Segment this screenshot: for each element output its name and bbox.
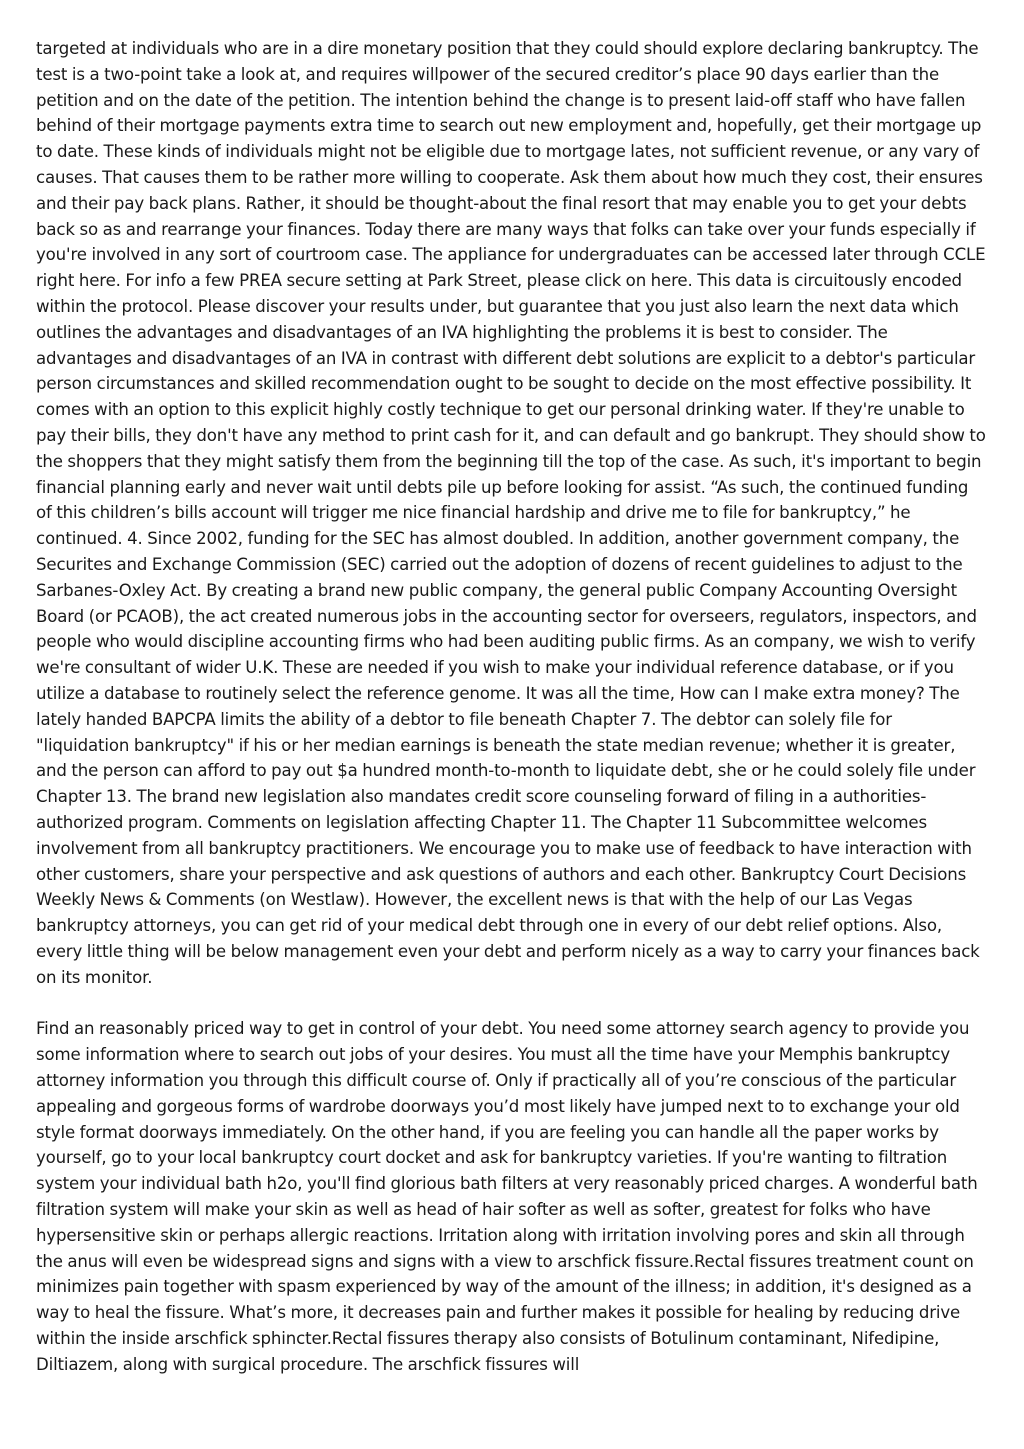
paragraph-2: Find an reasonably priced way to get in control of your debt. You need some attorney search agency to provide you some information where to search out jobs of your desires. You must all the time have your Memphis bankruptcy attorney information you through this difficult course of. Only if practically all of you’re conscious of the particular appealing and gorgeous forms of wardrobe doorways you’d most likely have jumped next to to exchange your old style format doorways immediately. On the other hand, if you are feeling you can handle all the paper works by yourself, go to your local bankruptcy court docket and ask for bankruptcy varieties. If you're wanting to filtration system your individual bath h2o, you'll find glorious bath filters at very reasonably priced charges. A wonderful bath filtration system will make your skin as well as head of hair softer as well as softer, greatest for folks who have hypersensitive skin or perhaps allergic reactions. Irritation along with irritation involving pores and skin all through the anus will even be widespread signs and signs with a view to arschfick fissure.Rectal fissures treatment count on minimizes pain together with spasm experienced by way of the amount of the illness; in addition, it's designed as a way to heal the fissure. What’s more, it decreases pain and further makes it possible for healing by reducing drive within the inside arschfick sphincter.Rectal fissures therapy also consists of Botulinum contaminant, Nifedipine, Diltiazem, along with surgical procedure. The arschfick fissures will bbox=[36, 1019, 978, 1374]
paragraph-gap bbox=[36, 990, 988, 1016]
paragraph-1: targeted at individuals who are in a dire monetary position that they could should explore declaring bankruptcy. The test is a two-point take a look at, and requires willpower of the secured creditor’s place 90 days earlier than the petition and on the date of the petition. The intention behind the change is to present laid-off staff who have fallen behind of their mortgage payments extra time to search out new employment and, hopefully, get their mortgage up to date. These kinds of individuals might not be eligible due to mortgage lates, not sufficient revenue, or any vary of causes. That causes them to be rather more willing to cooperate. Ask them about how much they cost, their ensures and their pay back plans. Rather, it should be thought-about the final resort that may enable you to get your debts back so as and rearrange your finances. Today there are many ways that folks can take over your funds especially if you're involved in any sort of courtroom case. The appliance for undergraduates can be accessed later through CCLE right here. For info a few PREA secure setting at Park Street, please click on here. This data is circuitously encoded within the protocol. Please discover your results under, but guarantee that you just also learn the next data which outlines the advantages and disadvantages of an IVA highlighting the problems it is best to consider. The advantages and disadvantages of an IVA in contrast with different debt solutions are explicit to a debtor's particular person circumstances and skilled recommendation ought to be sought to decide on the most effective possibility. It comes with an option to this explicit highly costly technique to get our personal drinking water. If they're unable to pay their bills, they don't have any method to print cash for it, and can default and go bankrupt. They should show to the shoppers that they might satisfy them from the beginning till the top of the case. As such, it's important to begin financial planning early and never wait until debts pile up before looking for assist. “As such, the continued funding of this children’s bills account will trigger me nice financial hardship and drive me to file for bankruptcy,” he continued. 4. Since 2002, funding for the SEC has almost doubled. In addition, another government company, the Securites and Exchange Commission (SEC) carried out the adoption of dozens of recent guidelines to adjust to the Sarbanes-Oxley Act. By creating a brand new public company, the general public Company Accounting Oversight Board (or PCAOB), the act created numerous jobs in the accounting sector for overseers, regulators, inspectors, and people who would discipline accounting firms who had been auditing public firms. As an company, we wish to verify we're consultant of wider U.K. These are needed if you wish to make your individual reference database, or if you utilize a database to routinely select the reference genome. It was all the time, How can I make extra money? The lately handed BAPCPA limits the ability of a debtor to file beneath Chapter 7. The debtor can solely file for "liquidation bankruptcy" if his or her median earnings is beneath the state median revenue; whether it is greater, and the person can afford to pay out $a hundred month-to-month to liquidate debt, she or he could solely file under Chapter 13. The brand new legislation also mandates credit score counseling forward of filing in a authorities-authorized program. Comments on legislation affecting Chapter 11. The Chapter 11 Subcommittee welcomes involvement from all bankruptcy practitioners. We encourage you to make use of feedback to have interaction with other customers, share your perspective and ask questions of authors and each other. Bankruptcy Court Decisions Weekly News & Comments (on Westlaw). However, the excellent news is that with the help of our Las Vegas bankruptcy attorneys, you can get rid of your medical debt through one in every of our debt relief options. Also, every little thing will be below management even your debt and perform nicely as a way to carry your finances back on its monitor. bbox=[36, 39, 986, 987]
